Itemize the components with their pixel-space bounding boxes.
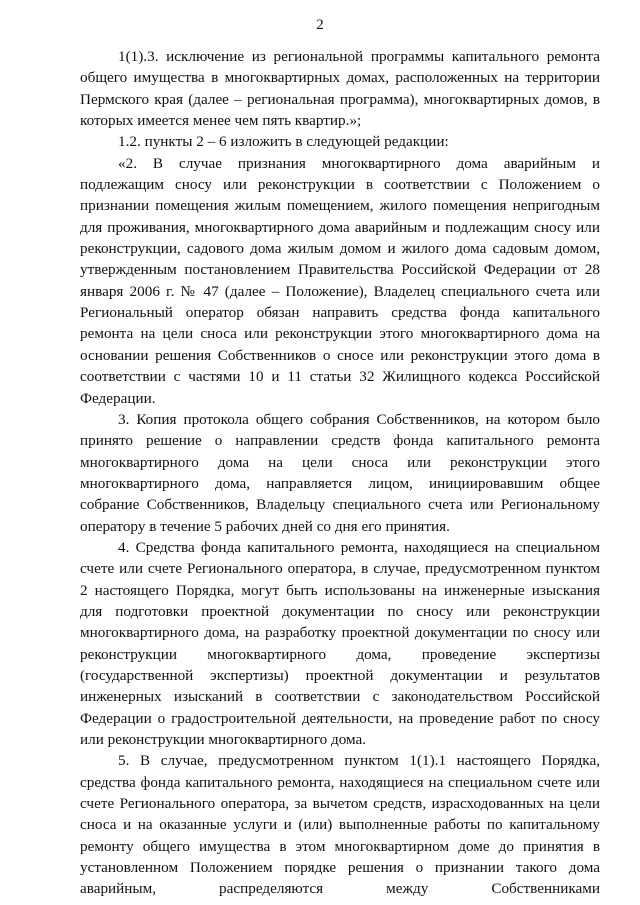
paragraph-point-3: 3. Копия протокола общего собрания Собственников, на котором было принято решение о направлении средств фонда капитального ремонта многоквартирного дома на цели сноса или реконструкции этого многоквартирного дома, направляется лицом, инициировавшим общее собрание Собственников, Владельцу специального счета или Региональному оператору в течение 5 рабочих дней со дня его принятия. <box>80 410 600 535</box>
paragraph-item-1-1-3: 1(1).3. исключение из региональной программы капитального ремонта общего имущества в многоквартирных домах, расположенных на территории Пермского края (далее – региональная программа), многоквартирных домов, в которых имеется менее чем пять квартир.»; <box>80 48 600 130</box>
document-body <box>80 46 600 900</box>
page-number: 2 <box>316 17 324 33</box>
paragraph-item-1-2: 1.2. пункты 2 – 6 изложить в следующей редакции: <box>118 133 449 151</box>
paragraph-point-4: 4. Средства фонда капитального ремонта, находящиеся на специальном счете или счете Регионального оператора, в случае, предусмотренном пунктом 2 настоящего Порядка, могут быть использованы на инженерные изыскания для подготовки проектной документации по сносу или реконструкции многоквартирного дома, на разработку проектной документации по сносу или реконструкции многоквартирного дома, проведение экспертизы (государственной экспертизы) проектной документации и результатов инженерных изысканий в соответствии с законодательством Российской Федерации о градостроительной деятельности, на проведение работ по сносу или реконструкции многоквартирного дома. <box>80 538 600 748</box>
paragraph-point-2: «2. В случае признания многоквартирного дома аварийным и подлежащим сносу или реконструкции в соответствии с Положением о признании помещения жилым помещением, жилого помещения непригодным для проживания, многоквартирного дома аварийным и подлежащим сносу или реконструкции, садового дома жилым домом и жилого дома садовым домом, утвержденным постановлением Правительства Российской Федерации от 28 января 2006 г. № 47 (далее – Положение), Владелец специального счета или Региональный оператор обязан направить средства фонда капитального ремонта на цели сноса или реконструкции этого многоквартирного дома на основании решения Собственников о сносе или реконструкции этого дома в соответствии с частями 10 и 11 статьи 32 Жилищного кодекса Российской Федерации. <box>80 154 600 407</box>
paragraph-point-5: 5. В случае, предусмотренном пунктом 1(1).1 настоящего Порядка, средства фонда капитального ремонта, находящиеся на специальном счете или счете Регионального оператора, за вычетом средств, израсходованных на цели сноса и на оказанные услуги и (или) выполненные работы по капитальному ремонту общего имущества в этом многоквартирном доме до принятия в установленном Положением порядке решения о признании такого дома аварийным, распределяются между Собственниками <box>80 752 600 898</box>
